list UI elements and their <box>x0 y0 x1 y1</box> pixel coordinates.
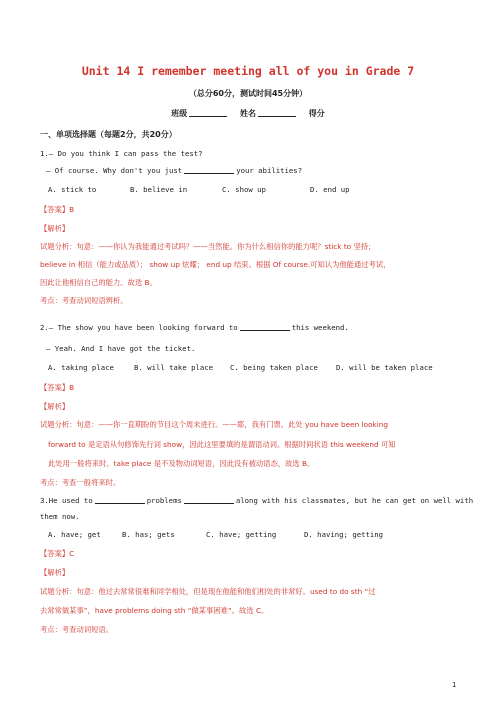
q1-answer: 【答案】B <box>40 205 75 214</box>
page-number: 1 <box>452 681 457 689</box>
answer-blank <box>95 496 145 504</box>
q2-explanation-3: 此处用一般将来时。take place 是不及物动词短语，因此没有被动语态，故选 B。 <box>48 459 315 468</box>
score-label: 得分 <box>308 109 325 118</box>
option-b[interactable]: B. has; gets <box>122 530 175 539</box>
q2-explanation-2: forward to 是定语从句修饰先行词 show，因此这里要填的是谓语动词。根据时间状语 this weekend 可知 <box>48 440 396 449</box>
option-c[interactable]: C. being taken place <box>230 363 318 372</box>
option-c[interactable]: C. show up <box>222 185 266 194</box>
q3-line1: 3.He used to problems along with his classmates, but he can get on well with <box>40 496 474 505</box>
q3-line2: them now. <box>40 512 80 521</box>
section-heading: 一、单项选择题（每题2分，共20分） <box>40 130 177 139</box>
q1-line2: — Of course. Why don't you just your abilities? <box>46 166 303 175</box>
answer-blank <box>184 496 234 504</box>
q1-analysis-label: 【解析】 <box>40 224 70 233</box>
q1-explanation-2: believe in 相信（能力或品质）； show up 炫耀； end up 结束。根据 Of course.可知认为他能通过考试， <box>40 260 391 269</box>
q3-answer: 【答案】C <box>40 549 75 558</box>
q2-line1: 2.— The show you have been looking forward to this weekend. <box>40 323 349 332</box>
q1-point: 考点：考查动词短语辨析。 <box>40 296 128 305</box>
q2-answer: 【答案】B <box>40 383 75 392</box>
option-a[interactable]: A. have; get <box>48 530 101 539</box>
q3-options <box>48 530 383 540</box>
option-b[interactable]: B. believe in <box>130 185 188 194</box>
q3-explanation-2: 去常常做某事”，have problems doing sth “做某事困难”。故选 C。 <box>40 606 269 615</box>
name-label: 姓名 <box>240 109 256 118</box>
q2-options <box>48 363 433 373</box>
q3-point: 考点：考查动词短语。 <box>40 625 113 634</box>
option-d[interactable]: D. end up <box>310 185 350 194</box>
answer-blank <box>184 166 234 174</box>
q3-explanation-1: 试题分析：句意：他过去常常很难和同学相处，但是现在他能和他们相处的非常好。used to do sth “过 <box>40 587 376 596</box>
q1-line1: 1.— Do you think I can pass the test? <box>40 149 203 158</box>
class-label: 班级 <box>171 109 188 118</box>
option-c[interactable]: C. have; getting <box>206 530 277 539</box>
score-time-note: （总分60分，测试时间45分钟） <box>188 89 308 98</box>
q2-analysis-label: 【解析】 <box>40 402 70 411</box>
option-d[interactable]: D. will be taken place <box>336 363 433 372</box>
option-d[interactable]: D. having; getting <box>304 530 384 539</box>
option-a[interactable]: A. stick to <box>48 185 97 194</box>
name-blank[interactable] <box>258 108 296 117</box>
q1-options <box>48 185 350 195</box>
answer-blank <box>240 323 290 331</box>
student-info-line <box>0 108 496 119</box>
class-blank[interactable] <box>189 108 227 117</box>
option-a[interactable]: A. taking place <box>48 363 114 372</box>
option-b[interactable]: B. will take place <box>134 363 214 372</box>
q1-explanation-3: 因此让他相信自己的能力。故选 B。 <box>40 278 157 287</box>
page-title: Unit 14 I remember meeting all of you in Grade 7 <box>81 64 415 78</box>
q3-analysis-label: 【解析】 <box>40 568 70 577</box>
q2-line2: — Yeah. And I have got the ticket. <box>46 344 196 353</box>
q2-point: 考点：考查一般将来时。 <box>40 478 121 487</box>
q1-explanation-1: 试题分析：句意：——你认为我能通过考试吗？——当然能。你为什么相信你的能力呢？stick to 坚持； <box>40 242 376 251</box>
q2-explanation-1: 试题分析：句意：——你一直期盼的节目这个周末进行。——耶，我有门票。此处 you have been looking <box>40 420 388 429</box>
